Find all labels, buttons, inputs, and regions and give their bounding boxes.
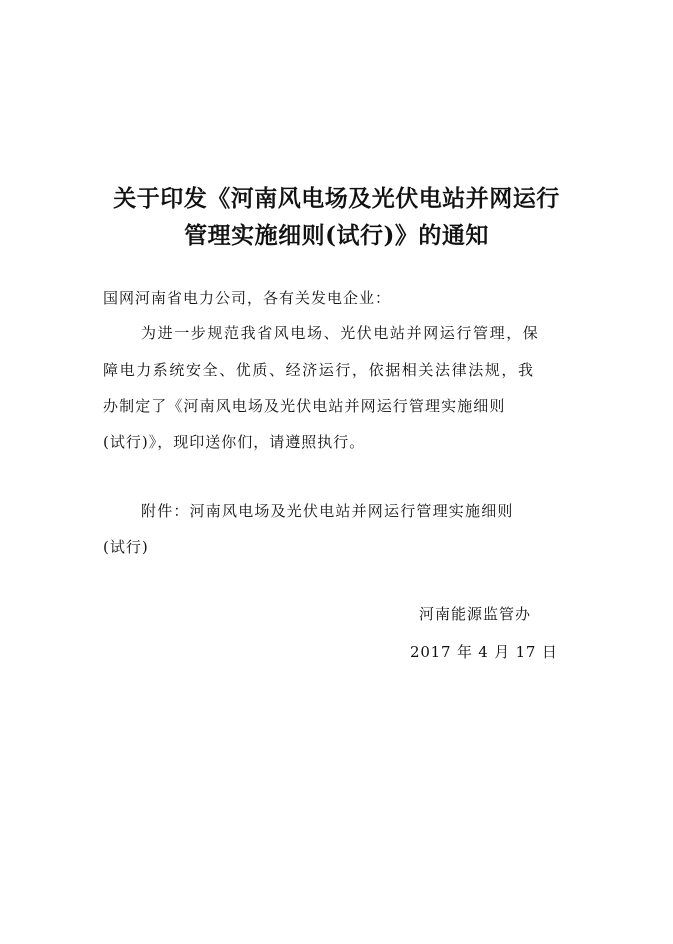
- attachment-line-2: (试行): [103, 538, 149, 556]
- body-line-2: 障电力系统安全、优质、经济运行，依据相关法律法规，我: [103, 361, 535, 379]
- body-line-4: (试行)》，现印送你们，请遵照执行。: [103, 433, 366, 451]
- document-title-line-1: 关于印发《河南风电场及光伏电站并网运行: [113, 185, 560, 212]
- body-line-3: 办制定了《河南风电场及光伏电站并网运行管理实施细则: [103, 397, 506, 415]
- issuer-name: 河南能源监管办: [419, 605, 532, 623]
- salutation: 国网河南省电力公司，各有关发电企业：: [103, 289, 392, 307]
- issue-date: 2017 年 4 月 17 日: [410, 643, 558, 661]
- document-title-line-2: 管理实施细则(试行)》的通知: [184, 222, 489, 249]
- body-line-1: 为进一步规范我省风电场、光伏电站并网运行管理，保: [141, 324, 540, 342]
- attachment-line-1: 附件：河南风电场及光伏电站并网运行管理实施细则: [141, 502, 514, 520]
